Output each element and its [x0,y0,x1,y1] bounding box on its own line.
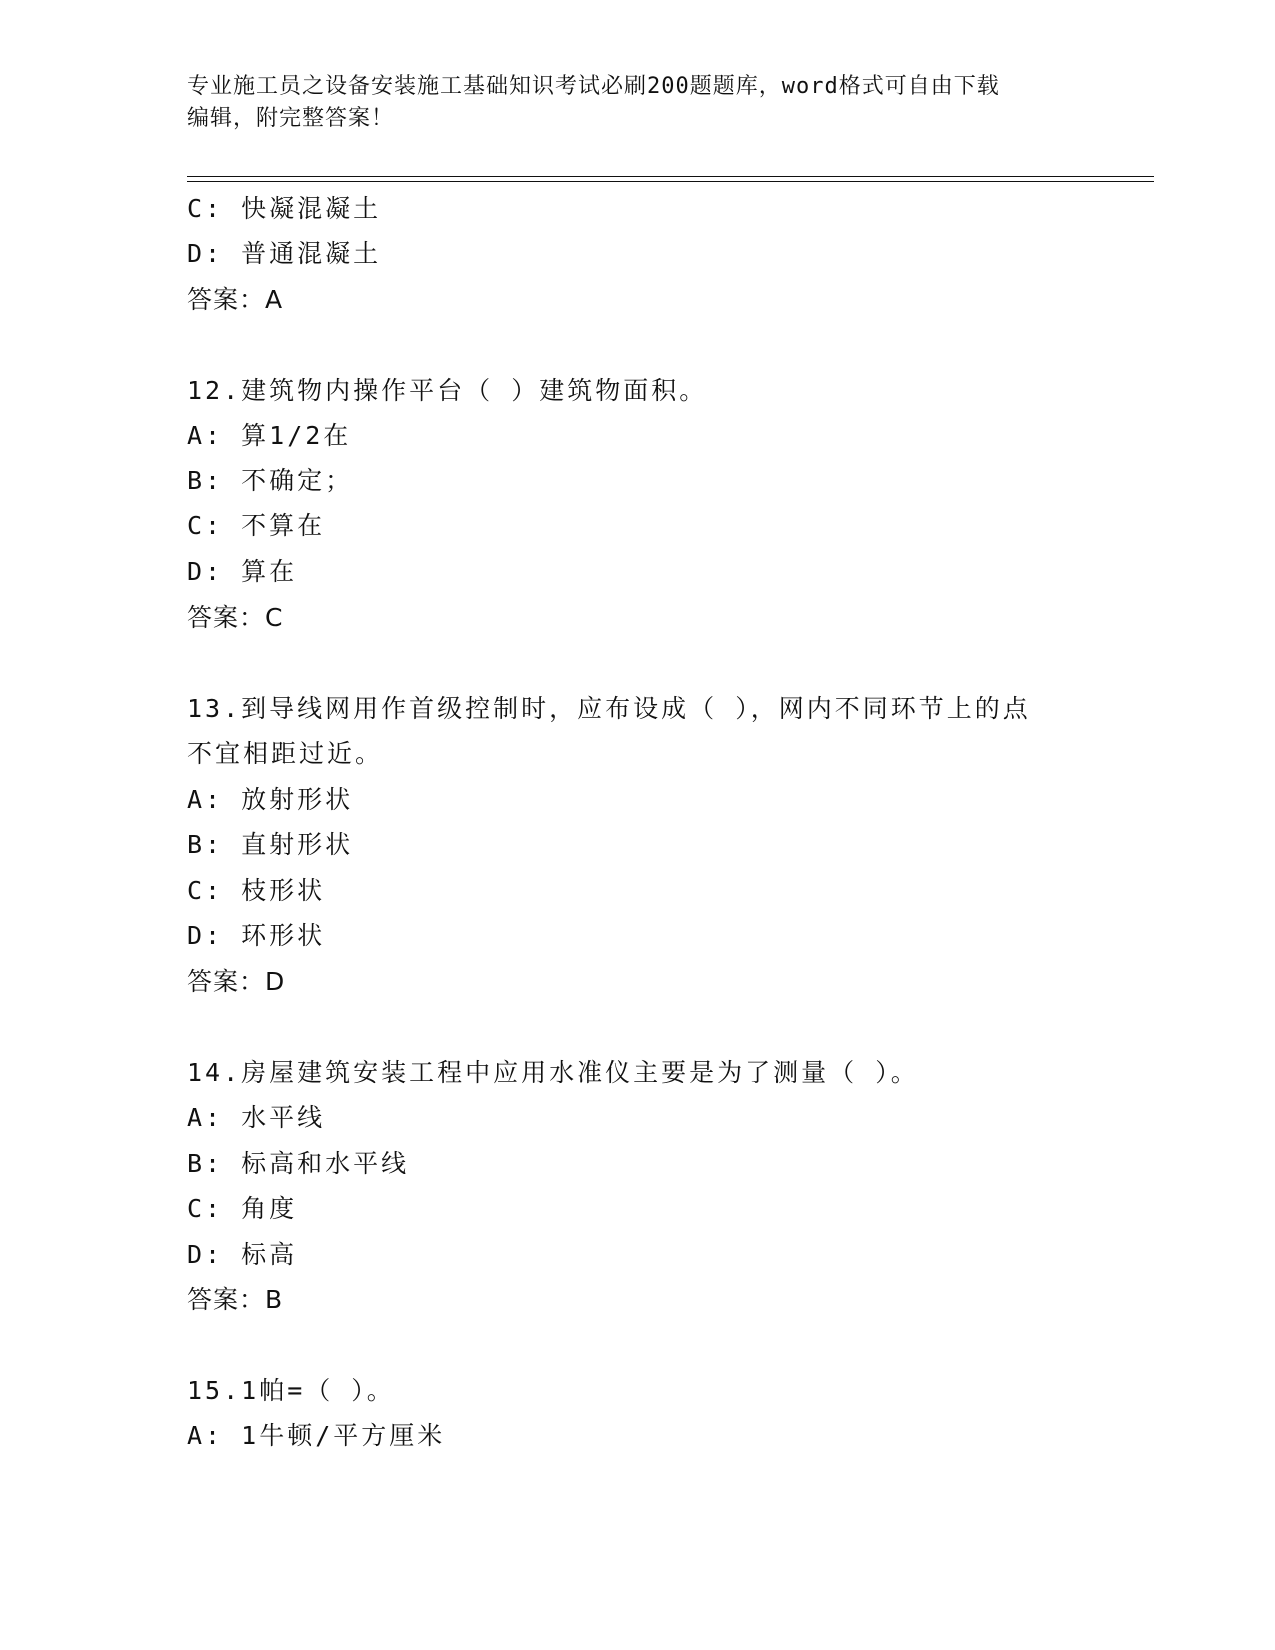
header-divider-top [187,176,1154,177]
option-d: D: 标高 [187,1240,298,1269]
option-a: A: 1牛顿/平方厘米 [187,1421,446,1450]
option-a: A: 算1/2在 [187,421,352,450]
option-d: D: 算在 [187,557,298,586]
option-d: D: 普通混凝土 [187,239,382,268]
option-a: A: 放射形状 [187,785,354,814]
option-a: A: 水平线 [187,1103,326,1132]
answer: 答案：D [187,967,286,996]
header-title-line-2: 编辑，附完整答案！ [187,106,395,131]
header-divider-bottom [187,181,1154,182]
option-c: C: 枝形状 [187,876,326,905]
option-c: C: 角度 [187,1194,298,1223]
answer: 答案：C [187,603,284,632]
option-b: B: 直射形状 [187,830,354,859]
answer: 答案：A [187,285,284,314]
option-b: B: 不确定； [187,466,354,495]
question-text: 12.建筑物内操作平台（ ）建筑物面积。 [187,376,708,405]
option-c: C: 不算在 [187,511,326,540]
header-title-line-1: 专业施工员之设备安装施工基础知识考试必刷200题题库，word格式可自由下载 [187,74,1000,99]
question-text: 14.房屋建筑安装工程中应用水准仪主要是为了测量（ ）。 [187,1058,919,1087]
option-d: D: 环形状 [187,921,326,950]
answer: 答案：B [187,1285,284,1314]
question-text: 15.1帕=（ ）。 [187,1376,395,1405]
question-text-line-2: 不宜相距过近。 [187,739,384,768]
question-text-line-1: 13.到导线网用作首级控制时，应布设成（ ），网内不同环节上的点 [187,694,1031,723]
option-c: C: 快凝混凝土 [187,194,382,223]
option-b: B: 标高和水平线 [187,1149,410,1178]
